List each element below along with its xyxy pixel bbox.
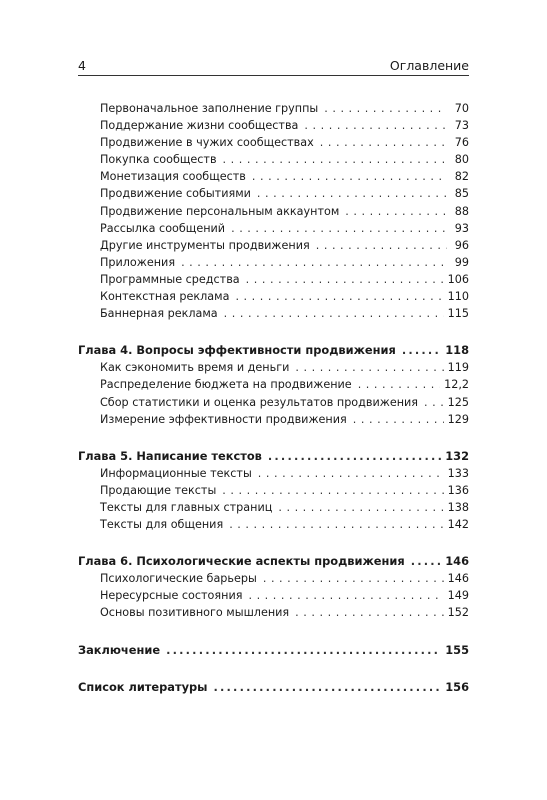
dot-leader [295, 359, 443, 376]
dot-leader [222, 482, 443, 499]
toc-entry-title: Баннерная реклама [100, 307, 218, 321]
toc-entry[interactable] [78, 482, 469, 499]
toc-entry-page: 149 [447, 589, 469, 603]
toc-entry[interactable] [78, 168, 469, 185]
toc-entry[interactable] [78, 376, 469, 393]
toc-entry[interactable] [78, 587, 469, 604]
dot-leader [345, 203, 447, 220]
toc-chapter[interactable] [78, 553, 469, 570]
toc-chapter-page: 146 [445, 554, 469, 569]
dot-leader [304, 117, 447, 134]
dot-leader [320, 134, 447, 151]
toc-entry-title: Продающие тексты [100, 483, 217, 497]
toc-entry-page: 99 [454, 255, 469, 269]
page-number: 4 [78, 57, 86, 73]
toc-entry-page: 76 [454, 136, 469, 150]
toc-entry[interactable] [78, 305, 469, 322]
dot-leader [268, 448, 441, 465]
toc-entry-title: Программные средства [100, 272, 240, 286]
dot-leader [235, 288, 443, 305]
dot-leader [213, 679, 441, 696]
toc-chapter-title: Глава 4. Вопросы эффективности продвижения [78, 343, 396, 358]
toc-entry-title: Тексты для главных страниц [100, 500, 273, 514]
toc-entry[interactable] [78, 499, 469, 516]
toc-entry-title: Измерение эффективности продвижения [100, 412, 347, 426]
toc-entry-title: Как сэкономить время и деньги [100, 361, 290, 375]
toc-entry[interactable] [78, 604, 469, 621]
toc-entry[interactable] [78, 570, 469, 587]
toc-entry-title: Распределение бюджета на продвижение [100, 378, 352, 392]
header-rule [78, 75, 469, 76]
toc-entry[interactable] [78, 271, 469, 288]
toc-entry-page: 119 [447, 361, 469, 375]
toc-chapter-page: 156 [445, 679, 469, 694]
toc-entry-title: Приложения [100, 255, 176, 269]
dot-leader [402, 342, 441, 359]
toc-chapter-page: 155 [445, 642, 469, 657]
dot-leader [229, 516, 443, 533]
toc-entry-title: Продвижение событиями [100, 187, 251, 201]
dot-leader [411, 553, 442, 570]
toc-chapter-page: 118 [445, 343, 469, 358]
toc-chapter-title: Глава 5. Написание текстов [78, 448, 262, 463]
toc-entry-title: Тексты для общения [100, 518, 224, 532]
dot-leader [223, 151, 447, 168]
toc-entry[interactable] [78, 237, 469, 254]
toc-entry-page: 88 [454, 204, 469, 218]
dot-leader [358, 376, 440, 393]
toc-entry-title: Психологические барьеры [100, 572, 257, 586]
toc-entry-title: Монетизация сообществ [100, 170, 246, 184]
toc-entry-page: 136 [447, 483, 469, 497]
toc-entry[interactable] [78, 151, 469, 168]
toc-entry-page: 85 [454, 187, 469, 201]
running-title: Оглавление [389, 57, 469, 73]
toc-entry-page: 115 [447, 307, 469, 321]
toc-entry-title: Поддержание жизни сообщества [100, 119, 299, 133]
dot-leader [224, 305, 444, 322]
toc-entry-page: 96 [454, 238, 469, 252]
toc-entry[interactable] [78, 134, 469, 151]
toc-entry[interactable] [78, 117, 469, 134]
toc-entry-title: Покупка сообществ [100, 153, 217, 167]
toc-entry-title: Продвижение персональным аккаунтом [100, 204, 340, 218]
toc-entry-page: 80 [454, 153, 469, 167]
toc-entry[interactable] [78, 411, 469, 428]
toc-chapter[interactable] [78, 679, 469, 696]
toc-entry-page: 82 [454, 170, 469, 184]
toc-entry-title: Основы позитивного мышления [100, 606, 290, 620]
toc-entry-title: Контекстная реклама [100, 290, 230, 304]
dot-leader [181, 254, 447, 271]
toc-entry[interactable] [78, 359, 469, 376]
toc-entry-title: Сбор статистики и оценка результатов продвижения [100, 395, 419, 409]
running-header [78, 55, 469, 75]
dot-leader [248, 587, 443, 604]
dot-leader [353, 411, 444, 428]
toc-entry-page: 152 [447, 606, 469, 620]
dot-leader [258, 465, 444, 482]
toc-entry-page: 129 [447, 412, 469, 426]
toc-chapter[interactable] [78, 642, 469, 659]
toc-entry-page: 138 [447, 500, 469, 514]
toc-entry[interactable] [78, 516, 469, 533]
dot-leader [316, 237, 447, 254]
toc-entry[interactable] [78, 220, 469, 237]
toc-entry-page: 93 [454, 221, 469, 235]
toc-chapter-page: 132 [445, 448, 469, 463]
dot-leader [424, 394, 444, 411]
toc-chapter-title: Список литературы [78, 679, 208, 694]
dot-leader [278, 499, 443, 516]
toc-entry-page: 110 [447, 290, 469, 304]
dot-leader [231, 220, 447, 237]
toc-chapter[interactable] [78, 448, 469, 465]
dot-leader [252, 168, 447, 185]
table-of-contents [78, 100, 469, 696]
dot-leader [246, 271, 444, 288]
dot-leader [257, 185, 447, 202]
toc-entry-page: 142 [447, 518, 469, 532]
toc-entry-page: 146 [447, 572, 469, 586]
toc-chapter[interactable] [78, 342, 469, 359]
toc-entry-title: Рассылка сообщений [100, 221, 226, 235]
dot-leader [324, 100, 447, 117]
toc-entry-page: 133 [447, 466, 469, 480]
toc-entry-page: 73 [454, 119, 469, 133]
toc-entry[interactable] [78, 203, 469, 220]
toc-entry-title: Информационные тексты [100, 466, 252, 480]
toc-entry-title: Продвижение в чужих сообществах [100, 136, 314, 150]
toc-entry[interactable] [78, 288, 469, 305]
toc-entry-title: Другие инструменты продвижения [100, 238, 310, 252]
toc-chapter-title: Глава 6. Психологические аспекты продвижения [78, 554, 405, 569]
toc-entry-title: Первоначальное заполнение группы [100, 102, 319, 115]
toc-entry-title: Нересурсные состояния [100, 589, 243, 603]
toc-entry[interactable] [78, 394, 469, 411]
toc-chapter-title: Заключение [78, 642, 161, 657]
toc-entry[interactable] [78, 254, 469, 271]
dot-leader [295, 604, 443, 621]
toc-entry-page: 106 [447, 272, 469, 286]
toc-entry-page: 125 [447, 395, 469, 409]
toc-entry[interactable] [78, 185, 469, 202]
dot-leader [166, 642, 441, 659]
dot-leader [263, 570, 444, 587]
toc-entry-page: 70 [454, 102, 469, 115]
toc-entry-page: 12,2 [444, 378, 469, 392]
toc-entry[interactable] [78, 100, 469, 117]
toc-entry[interactable] [78, 465, 469, 482]
